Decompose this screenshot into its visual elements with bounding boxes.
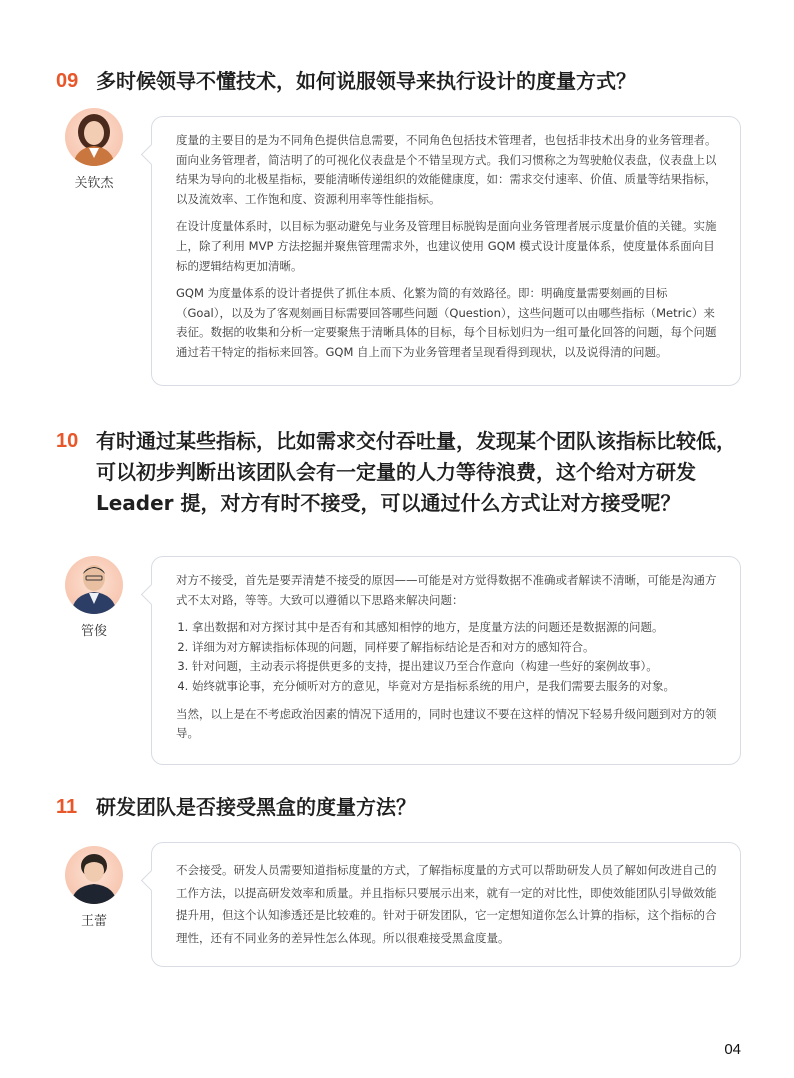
answer-bubble [151, 116, 741, 386]
avatar [65, 846, 123, 904]
answer-outro: 当然，以上是在不考虑政治因素的情况下适用的，同时也建议不要在这样的情况下轻易升级问题到对方的领导。 [176, 706, 717, 741]
answer-paragraph: 不会接受。研发人员需要知道指标度量的方式，了解指标度量的方式可以帮助研发人员了解如何改进自己的工作方法，以提高研发效率和质量。并且指标只要展示出来，就有一定的对比性，即使效能团队引导做效能提升用，但这个认知渗透还是比较难的。针对于研发团队，它一定想知道你怎么计算的指标，这个指标的合理性，还有不同业务的差异性怎么体现。所以很难接受黑盒度量。 [176, 863, 717, 945]
question-number: 10 [56, 430, 79, 452]
question-title: 有时通过某些指标，比如需求交付吞吐量，发现某个团队该指标比较低，可以初步判断出该团队会有一定量的人力等待浪费，这个给对方研发 Leader 提，对方有时不接受，可以通过什么方式让对方接受呢？ [96, 429, 736, 515]
author-name: 关钦杰 [74, 176, 114, 191]
answer-bubble [151, 842, 741, 967]
question-10-heading [56, 426, 746, 519]
answer-bubble [151, 556, 741, 765]
avatar [65, 556, 123, 614]
question-title: 多时候领导不懂技术，如何说服领导来执行设计的度量方式？ [96, 69, 636, 93]
answer-paragraph: GQM 为度量体系的设计者提供了抓住本质、化繁为简的有效路径。即：明确度量需要刻画的目标（Goal），以及为了客观刻画目标需要回答哪些问题（Question），这些问题可以由哪些指标（Metric）来表征。数据的收集和分析一定要聚焦于清晰具体的目标，每个目标划归为一组可量化回答的问题，每个问题通过若干特定的指标来回答。GQM 自上而下为业务管理者呈现看得到现状，以及说得清的问题。 [176, 286, 717, 359]
avatar [65, 108, 123, 166]
answer-paragraph: 度量的主要目的是为不同角色提供信息需要，不同角色包括技术管理者，也包括非技术出身的业务管理者。面向业务管理者，简洁明了的可视化仪表盘是个不错呈现方式。我们习惯称之为驾驶舱仪表盘，仪表盘上以结果为导向的北极星指标，要能清晰传递组织的效能健康度，如：需求交付速率、价值、质量等结果指标，以及流效率、工作饱和度、资源利用率等性能指标。 [176, 133, 717, 206]
author-block [62, 556, 126, 640]
list-item: 2. 详细为对方解读指标体现的问题，同样要了解指标结论是否和对方的感知符合。 [192, 638, 718, 658]
question-title: 研发团队是否接受黑盒的度量方法？ [96, 795, 416, 819]
answer-paragraph: 在设计度量体系时，以目标为驱动避免与业务及管理目标脱钩是面向业务管理者展示度量价值的关键。实施上，除了利用 MVP 方法挖掘并聚焦管理需求外，也建议使用 GQM 模式设计度量体系，使度量体系面向目标的逻辑结构更加清晰。 [176, 219, 717, 273]
author-block [62, 108, 126, 192]
answer-list [176, 618, 718, 696]
author-name: 管俊 [80, 624, 107, 639]
list-item: 1. 拿出数据和对方探讨其中是否有和其感知相悖的地方，是度量方法的问题还是数据源的问题。 [192, 618, 718, 638]
question-09-heading [56, 66, 746, 97]
question-number: 09 [56, 70, 79, 92]
question-11-heading [56, 792, 746, 823]
answer-intro: 对方不接受，首先是要弄清楚不接受的原因——可能是对方觉得数据不准确或者解读不清晰，可能是沟通方式不太对路，等等。大致可以遵循以下思路来解决问题： [176, 573, 717, 607]
question-number: 11 [56, 796, 78, 818]
author-block [62, 846, 126, 930]
page-number: 04 [724, 1041, 741, 1058]
list-item: 4. 始终就事论事，充分倾听对方的意见，毕竟对方是指标系统的用户，是我们需要去服务的对象。 [192, 677, 718, 697]
author-name: 王蕾 [80, 914, 107, 929]
list-item: 3. 针对问题，主动表示将提供更多的支持，提出建议乃至合作意向（构建一些好的案例故事）。 [192, 657, 718, 677]
